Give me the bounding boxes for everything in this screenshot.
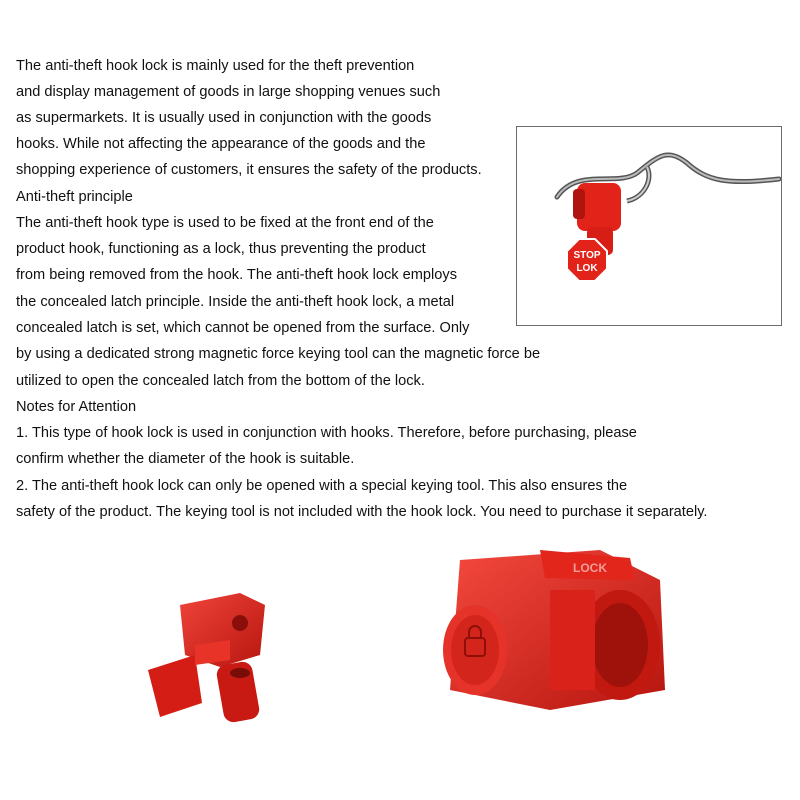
- hook-lock-closeup-photo: [430, 540, 670, 715]
- text-line: the concealed latch principle. Inside the anti-theft hook lock, a metal: [16, 294, 455, 310]
- text-line: as supermarkets. It is usually used in conjunction with the goods: [16, 110, 432, 126]
- heading-anti-theft-principle: Anti-theft principle: [16, 189, 133, 205]
- text-line: safety of the product. The keying tool is not included with the hook lock. You need to purchase it separately.: [16, 504, 708, 520]
- text-line: The anti-theft hook lock is mainly used for the theft prevention: [16, 58, 415, 74]
- heading-notes-for-attention: Notes for Attention: [16, 399, 137, 415]
- text-line: product hook, functioning as a lock, thus preventing the product: [16, 241, 426, 257]
- lock-embossed-text: LOCK: [573, 561, 607, 575]
- text-line: The anti-theft hook type is used to be fixed at the front end of the: [16, 215, 434, 231]
- hook-lock-photo: [516, 126, 782, 326]
- stop-sign-text: STOP: [573, 250, 601, 261]
- text-line: from being removed from the hook. The anti-theft hook lock employs: [16, 267, 458, 283]
- text-line: and display management of goods in large shopping venues such: [16, 84, 441, 100]
- text-line: hooks. While not affecting the appearance of the goods and the: [16, 136, 426, 152]
- text-line: shopping experience of customers, it ensures the safety of the products.: [16, 162, 482, 178]
- lok-sign-text: LOK: [576, 263, 598, 274]
- text-line: 2. The anti-theft hook lock can only be opened with a special keying tool. This also ensures the: [16, 478, 628, 494]
- text-line: confirm whether the diameter of the hook is suitable.: [16, 451, 355, 467]
- text-line: utilized to open the concealed latch from the bottom of the lock.: [16, 373, 425, 389]
- hook-lock-small-photo: [140, 585, 290, 735]
- text-line: concealed latch is set, which cannot be opened from the surface. Only: [16, 320, 470, 336]
- text-line: 1. This type of hook lock is used in conjunction with hooks. Therefore, before purchasing, please: [16, 425, 637, 441]
- text-line: by using a dedicated strong magnetic force keying tool can the magnetic force be: [16, 346, 541, 362]
